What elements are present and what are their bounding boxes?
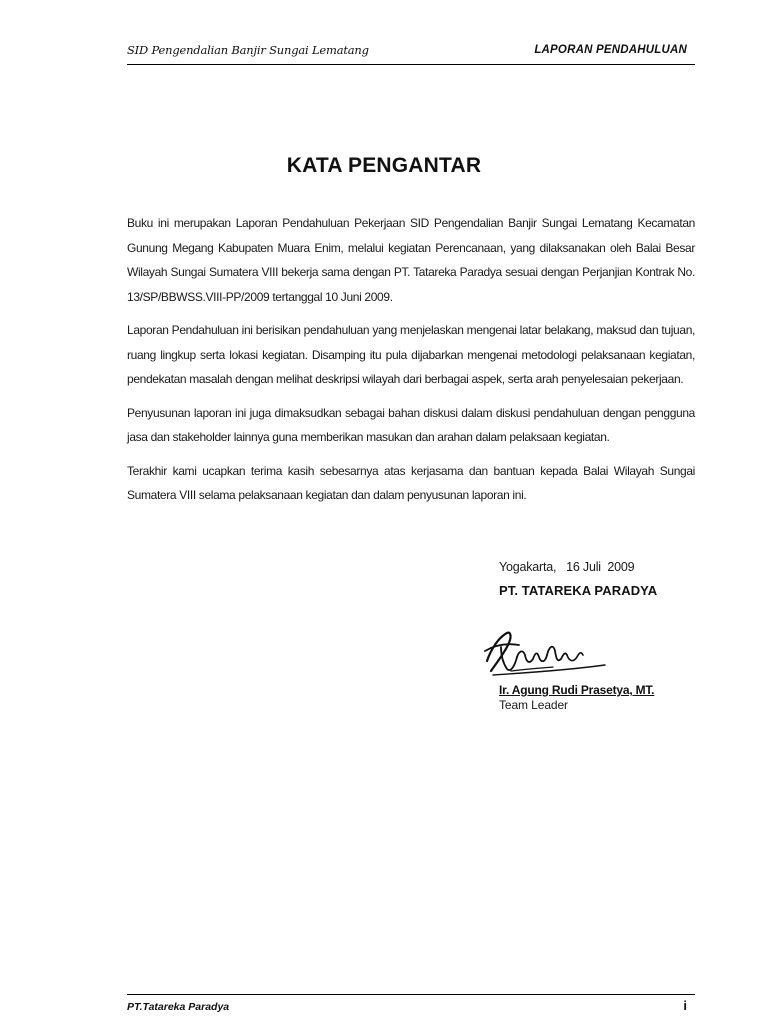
handwritten-signature bbox=[481, 621, 611, 687]
signer-name: Ir. Agung Rudi Prasetya, MT. bbox=[499, 683, 655, 697]
signer-role: Team Leader bbox=[499, 698, 568, 712]
footer-company: PT.Tatareka Paradya bbox=[127, 1001, 230, 1013]
header-project-title: SID Pengendalian Banjir Sungai Lematang bbox=[127, 43, 369, 57]
page-header bbox=[127, 40, 695, 65]
paragraph-4: Terakhir kami ucapkan terima kasih sebesarnya atas kerjasama dan bantuan kepada Balai Wilayah Sungai Sumatera VIII selama pelaksanaan kegiatan dan dalam penyusunan laporan ini. bbox=[127, 463, 695, 502]
signature-block bbox=[499, 560, 719, 598]
paragraph-1: Buku ini merupakan Laporan Pendahuluan Pekerjaan SID Pengendalian Banjir Sungai Lematang Kecamatan Gunung Megang Kabupaten Muara Enim, melalui kegiatan Perencanaan, yang dilaksanakan oleh Balai Besar Wilayah Sungai Sumatera VIII bekerja sama dengan PT. Tatareka Paradya sesuai dengan Perjanjian Kontrak No. 13/SP/BBWSS.VIII-PP/2009 tertanggal 10 Juni 2009. bbox=[127, 216, 695, 304]
paragraph-3: Penyusunan laporan ini juga dimaksudkan sebagai bahan diskusi dalam diskusi pendahuluan dengan pengguna jasa dan stakeholder lainnya guna memberikan masukan dan arahan dalam pelaksaan kegiatan. bbox=[127, 405, 695, 444]
body-text bbox=[127, 211, 695, 517]
page-footer bbox=[127, 994, 695, 1017]
company-name: PT. TATAREKA PARADYA bbox=[499, 583, 658, 598]
page-number: i bbox=[683, 998, 687, 1013]
place-date: Yogakarta, 16 Juli 2009 bbox=[499, 560, 635, 574]
header-report-title: LAPORAN PENDAHULUAN bbox=[534, 44, 687, 56]
paragraph-2: Laporan Pendahuluan ini berisikan pendahuluan yang menjelaskan mengenai latar belakang, maksud dan tujuan, ruang lingkup serta lokasi kegiatan. Disamping itu pula dijabarkan mengenai metodologi pelaksanaan kegiatan, pendekatan masalah dengan melihat deskripsi wilayah dari berbagai aspek, serta arah penyelesaian pekerjaan. bbox=[127, 323, 695, 386]
page-title: KATA PENGANTAR bbox=[286, 154, 482, 177]
